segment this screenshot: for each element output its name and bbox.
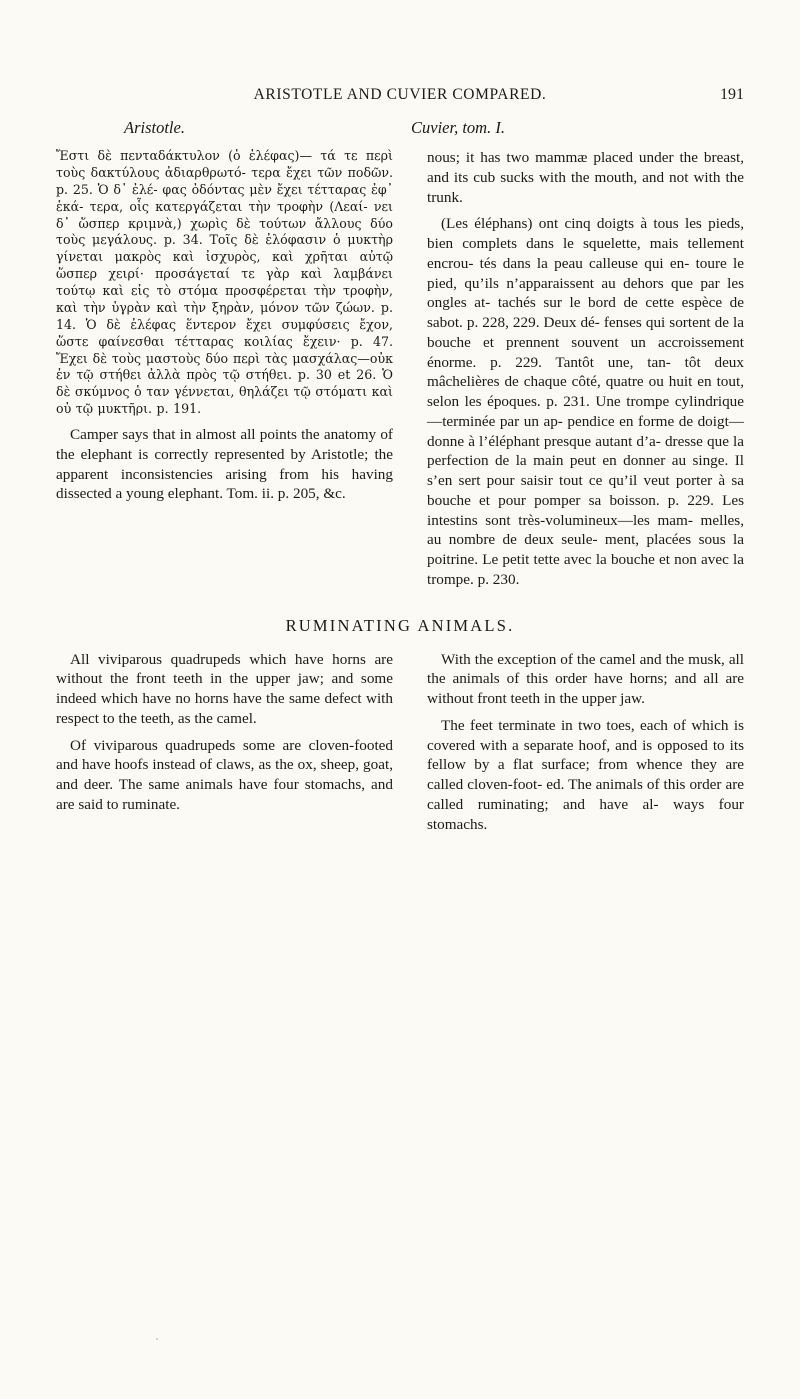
section-title: RUMINATING ANIMALS. [285,615,515,635]
column-right [411,148,744,590]
running-head-title: ARISTOTLE AND CUVIER COMPARED. [253,86,547,103]
ruminating-column-right [411,650,744,835]
body-columns [56,148,744,590]
column-headings [56,118,744,138]
column-left [56,148,411,504]
page-number: 191 [720,86,744,103]
camper-note: Camper says that in almost all points the anatomy of the elephant is correctly represented by Aristotle; the apparent inconsistencies arising from his having dissected a young elephant. Tom. ii. p. 205, &c. [56,426,393,503]
greek-passage: Ἔστι δὲ πενταδάκτυλον (ὁ ἐλέφας)— τά τε περὶ τοὺς δακτύλους ἀδιαρθρωτό- τερα ἔχει τῶν ποδῶν. p. 25. Ὁ δ᾽ ἐλέ- φας ὀδόντας μὲν ἔχει τέτταρας ἐφ᾽ ἑκά- τερα, οἷς κατεργάζεται τὴν τροφὴν (Λεαί- νει δ᾽ ὥσπερ κριμνὰ,) χωρὶς δὲ τούτων ἄλλους δύο τοὺς μεγάλους. p. 34. Τοῖς δὲ ἐλόφασιν ὁ μυκτὴρ γίνεται μακρὸς καὶ ἰσχυρὸς, καὶ χρῆται αὐτῷ ὥσπερ χειρί· προσάγεταί τε γὰρ καὶ λαμβάνει τούτῳ καὶ εἰς τὸ στόμα προσφέρεται τὴν τροφὴν, καὶ τὴν ὑγρὰν καὶ τὴν ξηρὰν, μόνον τῶν ζώων. p. 14. Ὁ δὲ ἐλέφας ἕντερον ἔχει συμφύσεις ἔχον, ὥστε φαίνεσθαι τέτταρας κοιλίας ἔχειν· p. 47. Ἔχει δὲ τοὺς μαστοὺς δύο περὶ τὰς μασχάλας—οὐκ ἐν τῷ στήθει ἀλλὰ πρὸς τῷ στήθει. p. 30 et 26. Ὁ δὲ σκύμνος ὁ ταν γέννεται, θηλάζει τῷ στόματι καὶ οὐ τῷ μυκτῆρι. p. 191. [56,148,393,417]
ruminating-columns [56,650,744,835]
column-heading-cuvier: Cuvier, tom. I. [411,118,505,137]
ruminating-left-paragraph-1: All viviparous quadrupeds which have horns are without the front teeth in the upper jaw; and some indeed which have no horns have the same defect with respect to the teeth, as the camel. [56,650,393,727]
ruminating-column-left [56,650,411,815]
cuvier-paragraph-1: nous; it has two mammæ placed under the breast, and its cub sucks with the mouth, and not with the trunk. [427,149,744,206]
paper-speck [156,1338,158,1340]
cuvier-paragraph-2: (Les éléphans) ont cinq doigts à tous les pieds, bien complets dans le squelette, mais tellement encrou- tés dans la peau calleuse qui en- toure le pied, qu’ils n’apparaissent au dehors que par les ongles at- tachés sur le bord de cette espèce de sabot. p. 228, 229. Deux dé- fenses qui sortent de la bouche et prennent souvent un accroissement énorme. p. 229. Tantôt une, tan- tôt deux mâchelières de chaque côté, quatre ou huit en tout, selon les époques. p. 231. Une trompe cylindrique—terminée par un ap- pendice en forme de doigt—donne à l’éléphant presque autant d’a- dresse que la perfection de la main peut en donner au singe. Il s’en sert pour saisir tout ce qu’il veut porter à sa bouche et pour pomper sa boisson. p. 229. Les intestins sont très-volumineux—les mam- melles, au nombre de deux seule- ment, placées sous la poitrine. Le petit tette avec la bouche et non avec la trompe. p. 230. [427,215,744,588]
ruminating-left-paragraph-2: Of viviparous quadrupeds some are cloven-footed and have hoofs instead of claws, as the ox, sheep, goat, and deer. The same animals have four stomachs, and are said to ruminate. [56,736,393,813]
running-head [56,86,744,104]
ruminating-right-paragraph-1: With the exception of the camel and the musk, all the animals of this order have horns; and all are without front teeth in the upper jaw. [427,650,744,707]
ruminating-right-paragraph-2: The feet terminate in two toes, each of which is covered with a separate hoof, and is opposed to its fellow by a flat surface; from whence they are called cloven-foot- ed. The animals of this order are called ruminating; and have al- ways four stomachs. [427,716,744,833]
column-heading-aristotle: Aristotle. [124,118,185,137]
